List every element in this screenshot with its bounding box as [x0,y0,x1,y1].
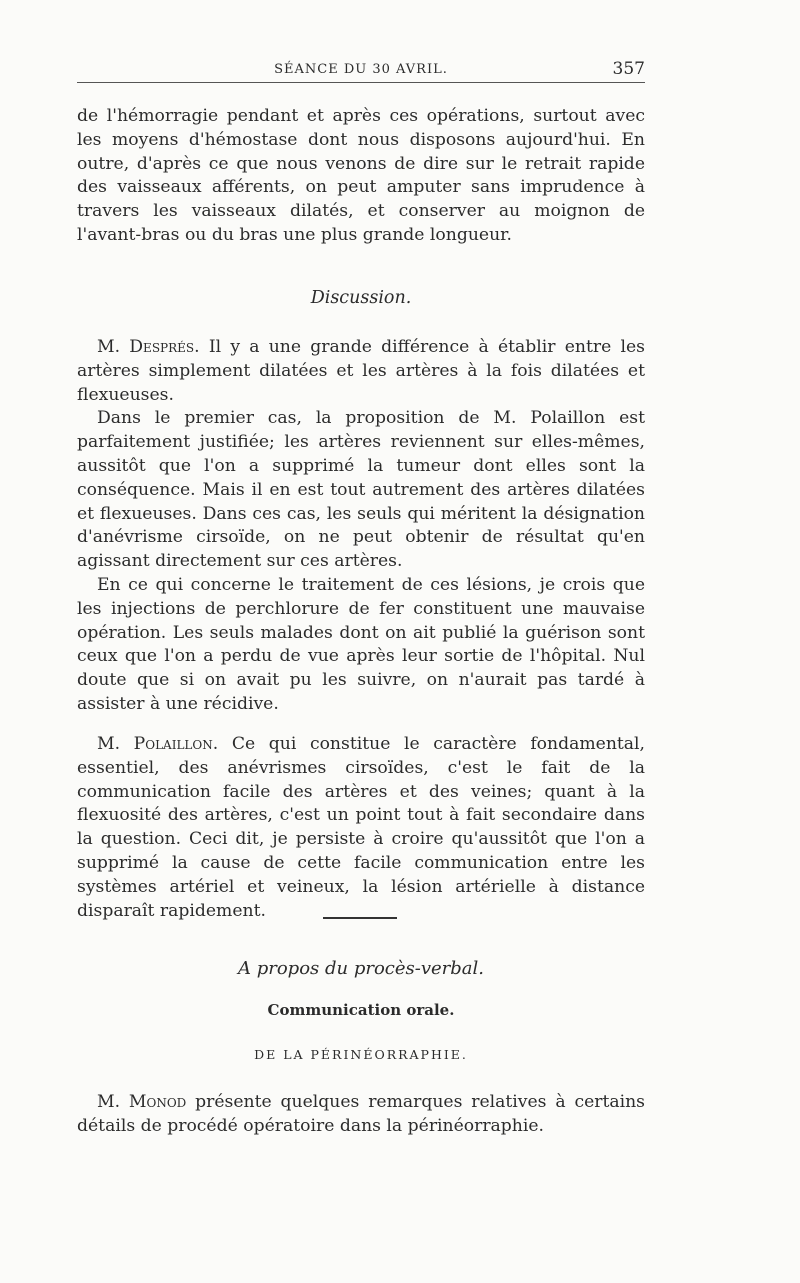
intro-paragraph: de l'hémorragie pendant et après ces opérations, surtout avec les moyens d'hémostase dont nous disposons aujourd'hui. En outre, d'après ce que nous venons de dire sur le retrait rapide des vaisseaux afférents, on peut amputer sans imprudence à travers les vaisseaux dilatés, et conserver au moignon de l'avant-bras ou du bras une plus grande longueur. [77,106,645,245]
topic-heading: DE LA PÉRINÉORRAPHIE. [254,1047,468,1062]
despres-paragraph-1 [77,336,645,407]
page-number: 357 [612,59,645,79]
proces-verbal-heading: A propos du procès-verbal. [237,958,484,979]
discussion-heading: Discussion. [310,288,412,308]
despres-paragraph-3: En ce qui concerne le traitement de ces lésions, je crois que les injections de perchlorure de fer constituent une mauvaise opération. Les seuls malades dont on ait publié la guérison sont ceux que l'on a perdu de vue après leur sortie de l'hôpital. Nul doute que si on avait pu les suivre, on n'aurait pas tardé à assister à une récidive. [77,574,645,714]
polaillon-paragraph [77,733,645,923]
speaker-despres: M. Després. [97,337,200,357]
polaillon-block [77,733,645,923]
intro-paragraph-block [77,105,645,248]
communication-subheading: Communication orale. [267,1001,455,1019]
monod-paragraph [77,1091,645,1139]
speaker-polaillon: M. Polaillon. [97,734,219,754]
despres-text-1: Il y a une grande différence à établir entre les artères simplement dilatées et les artères à la fois dilatées et flexueuses. [77,337,645,405]
monod-text: présente quelques remarques relatives à certains détails de procédé opératoire dans la périnéorraphie. [77,1092,646,1136]
speaker-monod: M. Monod [97,1092,187,1112]
running-header [77,58,645,83]
header-title: SÉANCE DU 30 AVRIL. [274,62,448,77]
section-divider [323,917,397,919]
polaillon-text: Ce qui constitue le caractère fondamental, essentiel, des anévrismes cirsoïdes, c'est le fait de la communication facile des artères et des veines; quant à la flexuosité des artères, c'est un point tout à fait secondaire dans la question. Ceci dit, je persiste à croire qu'aussitôt que l'on a supprimé la cause de cette facile communication entre les systèmes artériel et veineux, la lésion artérielle à distance disparaît rapidement. [77,734,645,921]
monod-block [77,1091,645,1139]
despres-block [77,336,645,717]
despres-paragraph-2: Dans le premier cas, la proposition de M. Polaillon est parfaitement justifiée; les artères reviennent sur elles-mêmes, aussitôt que l'on a supprimé la tumeur dont elles sont la conséquence. Mais il en est tout autrement des artères dilatées et flexueuses. Dans ces cas, les seuls qui méritent la désignation d'anévrisme cirsoïde, on ne peut obtenir de résultat qu'en agissant directement sur ces artères. [77,408,645,572]
